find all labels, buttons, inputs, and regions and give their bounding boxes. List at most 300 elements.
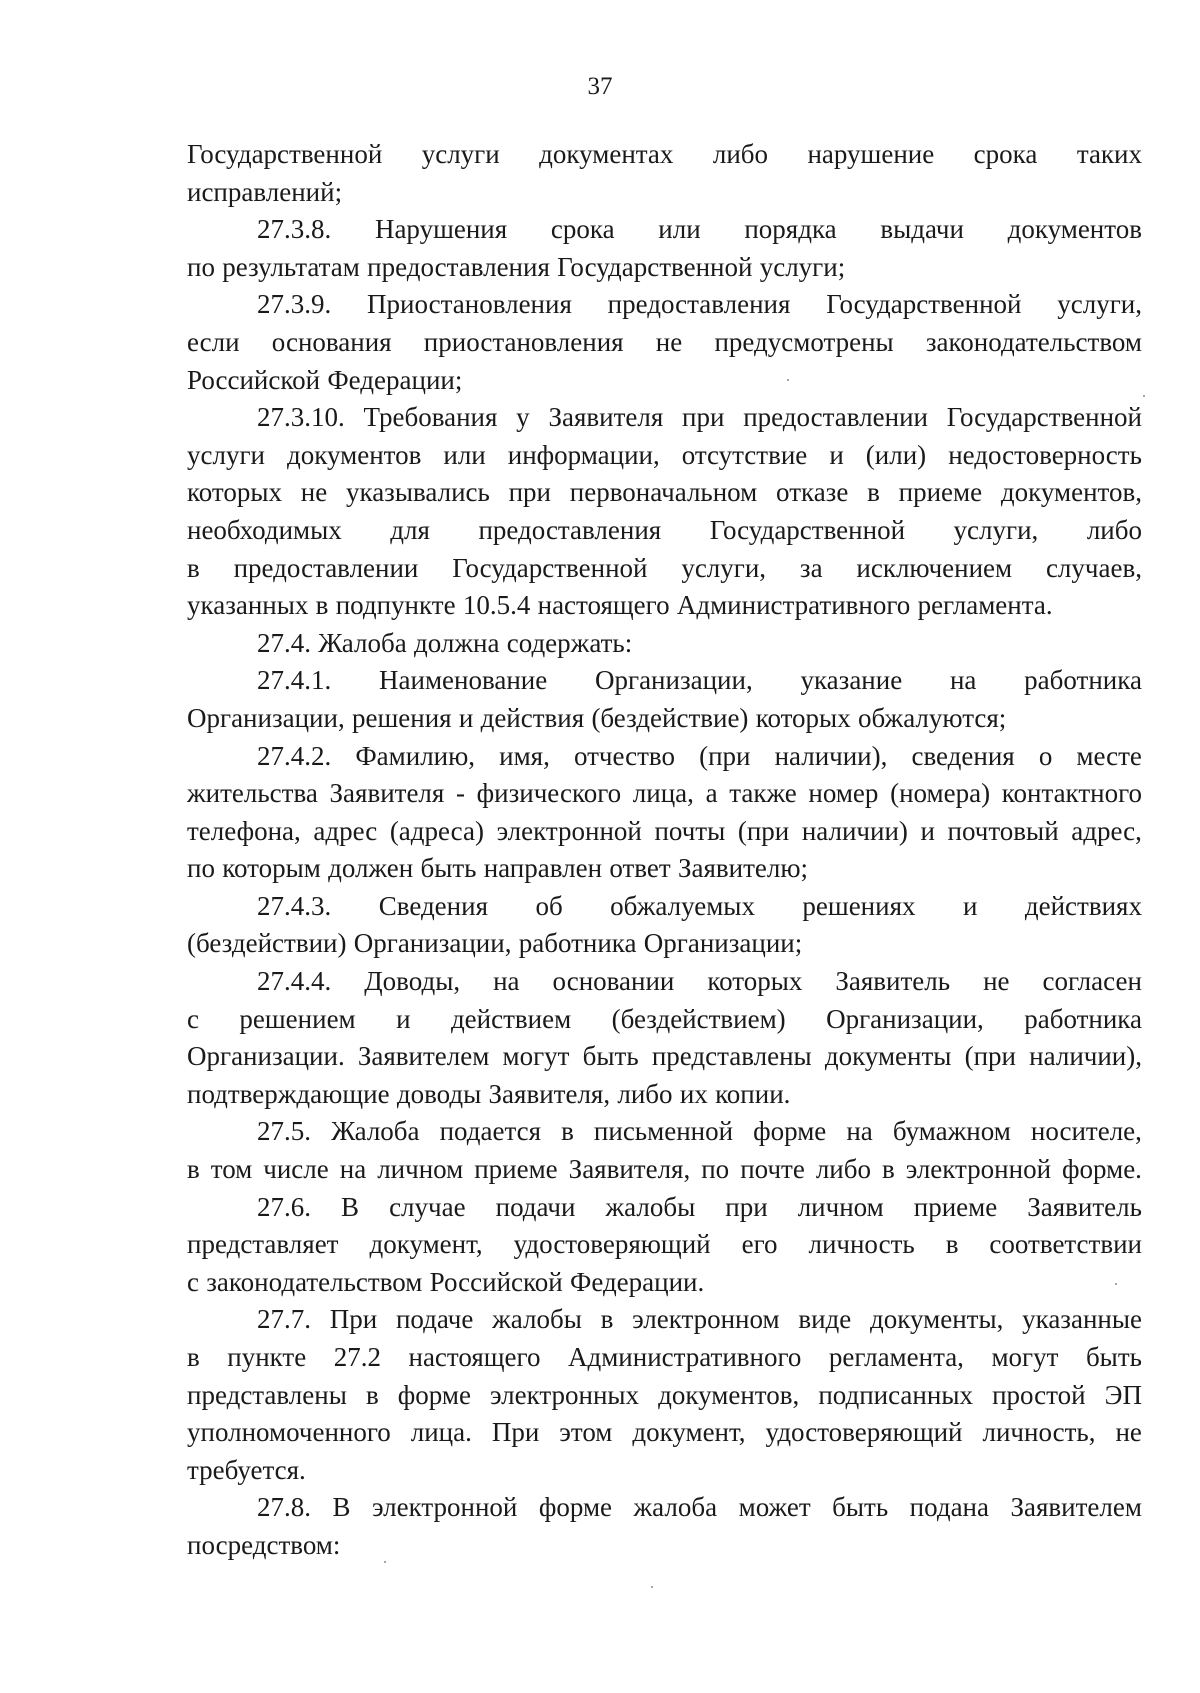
word: по [701,1154,730,1185]
word: срока [973,139,1038,169]
text-line [187,662,1142,700]
word: решениях [802,890,916,921]
page-number: 37 [587,73,613,100]
word: и [396,1003,411,1034]
word: в [187,552,200,583]
word: не [1115,1417,1142,1448]
text-line [187,1377,1142,1415]
word: срока [550,214,615,245]
word: Заявителем [1010,1492,1142,1523]
word: удостоверяющий [513,1229,711,1260]
word: (при [737,815,790,846]
word: в [561,1116,574,1147]
word: содержать: [506,627,633,658]
word: основании [552,966,675,997]
text-line [187,1189,1142,1227]
word: не [655,326,683,357]
word: представлены [651,1041,812,1072]
word: бумажном [892,1116,1011,1147]
word: 27.3.8. [257,214,332,245]
word: обжалуемых [610,890,755,921]
word: быть [1085,1342,1142,1372]
word: При [491,1417,540,1448]
word: указанные [1022,1304,1142,1335]
word: при [682,402,725,433]
word: порядка [744,214,837,245]
word: почте [740,1154,805,1185]
word: информации, [507,439,660,470]
word: физического [476,778,622,809]
word: случае [389,1191,466,1222]
scan-speck [787,379,789,381]
word: электронном [632,1304,780,1335]
word: а [705,778,718,809]
text-line [187,474,1142,512]
word: жалобы [492,1304,582,1335]
word: регламента. [917,590,1053,621]
word: в [600,1304,614,1335]
word: представляет [187,1229,339,1260]
word: (адреса) [389,815,484,846]
word: наличии) [801,815,908,846]
word: первоначальном [569,477,758,508]
word: Организации, [826,1003,984,1034]
word: электронной [372,1492,518,1523]
text-line [187,362,1142,400]
text-line [187,1001,1142,1039]
word: удостоверяющий [765,1417,963,1448]
word: документ, [632,1417,746,1448]
text-line [187,249,1142,287]
scan-speck [1115,1283,1117,1285]
text-line [187,1151,1142,1189]
word: почты [654,815,726,846]
word: услуги; [759,251,846,282]
body-text [187,136,1142,1565]
word: (или) [865,439,927,470]
word: Сведения [378,890,488,921]
word: указание [800,665,903,696]
word: их [679,1078,708,1109]
word: об [535,890,563,921]
word: либо [712,139,769,169]
word: представлены [187,1379,347,1410]
word: Организации, [595,665,753,696]
word: В [332,1492,351,1523]
word: 27.6. [257,1191,311,1222]
word: Наименование [379,665,548,696]
word: телефона, [187,815,301,846]
word: электронной [905,1154,1052,1185]
word: и [829,439,844,470]
word: Заявителя [329,778,445,809]
word: согласен [1042,966,1142,997]
word: или [443,439,486,470]
word: либо [1086,514,1142,545]
text-line [187,700,1142,738]
word: Организации, [353,928,512,959]
word: Организации, [187,702,345,733]
word: с [187,1266,199,1297]
word: Государственной [452,552,648,583]
word: сведения [911,740,1015,771]
word: Государственной [946,402,1142,433]
word: Нарушения [374,214,508,245]
text-line [187,775,1142,813]
word: лица. [410,1417,472,1448]
text-line [187,1076,1142,1114]
word: Административного [567,1342,802,1372]
word: месте [1076,740,1142,771]
word: При [329,1304,378,1335]
word: Заявитель [835,966,951,997]
text-line [187,1301,1142,1339]
word: наличии), [1029,1041,1142,1072]
text-line [187,1527,1142,1565]
word: отсутствие [681,439,808,470]
word: указывались [345,477,490,508]
word: 27.4.3. [257,890,332,921]
word: В [341,1191,360,1222]
text-line [187,1489,1142,1527]
word: том [210,1154,253,1185]
word: электронной [496,815,642,846]
word: (номера) [890,778,991,809]
word: 27.4.2. [257,740,332,771]
word: на [493,966,520,997]
word: за [799,552,823,583]
word: 27.3.10. [257,402,345,433]
word: 10.5.4 [462,590,531,621]
word: 27.4.4. [257,966,332,997]
word: по [187,251,215,282]
word: предоставлении [233,552,419,583]
word: Государственной [826,289,1022,320]
word: действия [480,702,585,733]
word: в [187,1154,200,1185]
text-line [187,738,1142,776]
word: посредством: [187,1529,341,1560]
word: числе [263,1154,329,1185]
word: законодательством [925,326,1142,357]
word: предоставления [367,251,550,282]
word: требуется. [187,1454,306,1485]
word: подпункте [335,590,456,621]
word: носителе, [1030,1116,1142,1147]
word: (при [964,1041,1016,1072]
word: также [729,778,797,809]
word: которым [222,853,321,884]
word: работника [518,928,637,959]
word: результатам [222,251,360,282]
word: ЭП [1104,1379,1142,1410]
word: Российской [429,1266,563,1297]
scan-speck [651,1586,653,1588]
word: услуги [421,139,500,169]
word: не [300,477,328,508]
word: 27.2 [333,1342,381,1372]
word: Заявителя, [488,1078,611,1109]
text-line [187,1113,1142,1151]
word: Заявителя, [568,1154,691,1185]
text-line [187,813,1142,851]
word: доводы [396,1078,482,1109]
word: виде [798,1304,852,1335]
word: уполномоченного [187,1417,391,1448]
word: документов, [1000,477,1142,508]
word: наличии), [774,740,888,771]
text-line [187,963,1142,1001]
word: на [949,665,977,696]
word: обжалуются; [857,702,1007,733]
text-line [187,888,1142,926]
word: основания [271,326,392,357]
word: таких [1076,139,1142,169]
word: действием [450,1003,572,1034]
word: в [881,1154,895,1185]
word: личном [797,1191,884,1222]
word: услуги, [953,514,1039,545]
word: Жалоба [318,627,407,658]
word: на [846,1116,873,1147]
word: адрес [313,815,378,846]
word: документов [1007,214,1142,245]
word: приеме [474,1154,558,1185]
word: 27.7. [257,1304,311,1335]
word: услуги, [681,552,767,583]
word: простой [992,1379,1086,1410]
word: отчество [573,740,675,771]
word: должна [414,627,500,658]
word: предусмотрены [714,326,894,357]
word: которых [187,477,282,508]
word: исправлений; [187,176,343,207]
word: могут [502,1041,570,1072]
word: и [920,815,935,846]
word: предоставления [478,514,662,545]
scan-speck [384,1561,386,1563]
word: для [390,514,430,545]
word: Российской [187,364,321,395]
word: Приостановления [367,289,572,320]
word: подписанных [818,1379,973,1410]
word: при [508,477,552,508]
word: копии. [715,1078,791,1109]
word: либо [815,1154,871,1185]
text-line [187,587,1142,625]
word: предоставлении [743,402,928,433]
text-line [187,286,1142,324]
word: в [867,477,880,508]
word: выдачи [880,214,964,245]
word: в [365,1379,379,1410]
word: электронных [490,1379,640,1410]
word: (при [699,740,751,771]
word: приостановления [423,326,624,357]
word: быть [832,1492,889,1523]
word: адрес, [1071,815,1142,846]
word: на [339,1154,367,1185]
word: Государственной [709,514,906,545]
word: в [945,1229,959,1260]
word: отказе [776,477,849,508]
word: предоставления [607,289,791,320]
word: подаче [395,1304,474,1335]
word: форме [397,1379,471,1410]
word: документ, [369,1229,483,1260]
word: приеме [913,1191,998,1222]
word: если [187,326,240,357]
word: жалобы [605,1191,696,1222]
word: лица, [632,778,694,809]
word: номер [808,778,879,809]
word: документы, [870,1304,1004,1335]
word: которых [707,966,803,997]
word: Организации; [643,928,803,959]
word: работника [1024,665,1142,696]
word: приеме [898,477,983,508]
text-line [187,1226,1142,1264]
text-line [187,625,1142,663]
word: контактного [1001,778,1142,809]
scan-speck [1143,395,1145,397]
word: письменной [593,1116,734,1147]
word: Организации. [187,1041,345,1072]
text-line [187,1264,1142,1302]
word: форме [538,1492,613,1523]
word: настоящего [408,1342,541,1372]
word: с [187,1003,199,1034]
word: 27.8. [257,1492,311,1523]
word: быть [582,1041,639,1072]
word: Государственной [187,139,383,169]
word: этом [559,1417,613,1448]
word: (бездействии) [187,928,347,959]
word: Федерации; [327,364,463,395]
text-line [187,512,1142,550]
word: действиях [1024,890,1142,921]
word: личном [377,1154,464,1185]
word: пункте [227,1342,307,1372]
word: или [658,214,701,245]
word: подается [439,1116,542,1147]
word: Государственной [557,251,753,282]
word: ответ [609,853,671,884]
word: Административного [676,590,911,621]
text-line [187,211,1142,249]
word: подана [909,1492,989,1523]
text-line [187,136,1142,174]
word: Заявителю; [677,853,808,884]
text-line [187,174,1142,212]
word: Жалоба [331,1116,420,1147]
word: документов, [658,1379,800,1410]
word: личность [808,1229,915,1260]
text-line [187,1339,1142,1377]
word: направлен [483,853,603,884]
word: Требования [363,402,498,433]
text-line [187,1452,1142,1490]
word: документах [539,139,674,169]
word: недостоверность [948,439,1142,470]
word: не [983,966,1010,997]
word: случаев, [1045,552,1142,583]
word: нарушение [807,139,935,169]
word: 27.4.1. [257,665,332,696]
word: услуги, [1057,289,1142,320]
word: Федерации. [569,1266,705,1297]
text-line [187,1414,1142,1452]
word: указанных [187,590,309,621]
word: в [315,590,329,621]
word: (бездействие) [591,702,749,733]
word: которых [755,702,851,733]
word: (бездействием) [611,1003,786,1034]
word: регламента, [828,1342,964,1372]
word: Фамилию, [355,740,476,771]
word: подачи [495,1191,576,1222]
word: 27.4. [257,627,311,658]
word: личность, [982,1417,1096,1448]
text-line [187,1038,1142,1076]
text-line [187,399,1142,437]
word: Заявителя [548,402,664,433]
word: Заявитель [1027,1191,1142,1222]
word: по [187,853,215,884]
word: 27.5. [257,1116,311,1147]
text-line [187,437,1142,475]
word: либо [617,1078,673,1109]
word: Заявителем [357,1041,490,1072]
text-line [187,850,1142,888]
word: при [725,1191,768,1222]
word: документов [287,439,422,470]
word: законодательством [206,1266,423,1297]
word: необходимых [187,514,342,545]
word: - [456,778,465,809]
word: может [738,1492,811,1523]
word: 27.3.9. [257,289,332,320]
word: почтовый [947,815,1059,846]
word: форме [753,1116,827,1147]
word: решением [239,1003,356,1034]
word: у [516,402,530,433]
word: жалоба [633,1492,718,1523]
word: и [458,702,474,733]
word: в [187,1342,200,1372]
word: форме. [1062,1154,1142,1185]
word: услуги [187,439,265,470]
word: работника [1024,1003,1142,1034]
word: подтверждающие [187,1078,390,1109]
word: Доводы, [364,966,461,997]
word: и [962,890,978,921]
word: документы [824,1041,952,1072]
word: могут [991,1342,1059,1372]
word: быть [420,853,477,884]
word: соответствии [989,1229,1142,1260]
word: его [741,1229,778,1260]
word: жительства [187,778,318,809]
word: о [1038,740,1053,771]
word: решения [351,702,452,733]
word: настоящего [537,590,670,621]
word: исключением [856,552,1013,583]
text-line [187,925,1142,963]
word: должен [328,853,414,884]
text-line [187,550,1142,588]
text-line [187,324,1142,362]
